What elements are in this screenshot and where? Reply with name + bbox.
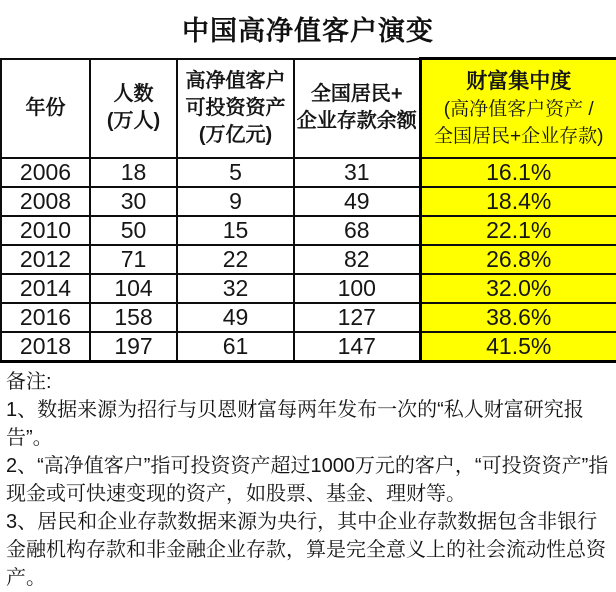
cell-concentration: 16.1% <box>420 158 616 187</box>
cell-assets: 15 <box>177 216 294 245</box>
cell-year: 2008 <box>1 187 90 216</box>
cell-assets: 61 <box>177 332 294 362</box>
cell-deposits: 49 <box>294 187 420 216</box>
header-line: 高净值客户 <box>178 68 293 95</box>
footnote-item: 1、数据来源为招行与贝恩财富每两年发布一次的“私人财富研究报告”。 <box>6 396 609 452</box>
header-line: 全国居民+企业存款) <box>422 123 616 150</box>
hnwi-evolution-table <box>0 57 616 363</box>
col-header-population <box>90 59 177 158</box>
header-line: (万人) <box>91 108 176 135</box>
page-title: 中国高净值客户演变 <box>0 0 616 57</box>
cell-assets: 22 <box>177 245 294 274</box>
footnote-item: 2、“高净值客户”指可投资资产超过1000万元的客户，“可投资资产”指现金或可快速变现的资产，如股票、基金、理财等。 <box>6 452 609 508</box>
cell-concentration: 18.4% <box>420 187 616 216</box>
cell-concentration: 26.8% <box>420 245 616 274</box>
cell-deposits: 31 <box>294 158 420 187</box>
cell-deposits: 82 <box>294 245 420 274</box>
cell-population: 50 <box>90 216 177 245</box>
footnote-item: 3、居民和企业存款数据来源为央行，其中企业存款数据包含非银行金融机构存款和非金融企业存款，算是完全意义上的社会流动性总资产。 <box>6 508 609 592</box>
cell-deposits: 68 <box>294 216 420 245</box>
header-line: 财富集中度 <box>422 68 616 96</box>
table-header-row <box>1 59 616 158</box>
col-header-national-deposits <box>294 59 420 158</box>
header-line: 企业存款余额 <box>295 108 419 135</box>
cell-population: 30 <box>90 187 177 216</box>
cell-year: 2010 <box>1 216 90 245</box>
cell-concentration: 41.5% <box>420 332 616 362</box>
cell-year: 2014 <box>1 274 90 303</box>
col-header-year <box>1 59 90 158</box>
col-header-investable-assets <box>177 59 294 158</box>
cell-year: 2018 <box>1 332 90 362</box>
col-header-wealth-concentration <box>420 59 616 158</box>
header-line: (高净值客户资产 / <box>422 96 616 123</box>
footnotes-label: 备注: <box>6 368 609 396</box>
header-line: 可投资资产 <box>178 95 293 122</box>
cell-population: 158 <box>90 303 177 332</box>
cell-year: 2016 <box>1 303 90 332</box>
cell-deposits: 100 <box>294 274 420 303</box>
table-row <box>1 216 616 245</box>
cell-assets: 9 <box>177 187 294 216</box>
cell-concentration: 32.0% <box>420 274 616 303</box>
header-line: 全国居民+ <box>295 81 419 108</box>
cell-year: 2006 <box>1 158 90 187</box>
header-line: (万亿元) <box>178 122 293 149</box>
table-row <box>1 245 616 274</box>
table-row <box>1 158 616 187</box>
cell-assets: 32 <box>177 274 294 303</box>
cell-population: 104 <box>90 274 177 303</box>
cell-concentration: 22.1% <box>420 216 616 245</box>
table-row <box>1 303 616 332</box>
cell-population: 71 <box>90 245 177 274</box>
header-line: 年份 <box>2 95 89 122</box>
footnotes <box>0 363 616 592</box>
header-line: 人数 <box>91 81 176 108</box>
table-row <box>1 332 616 362</box>
table-row <box>1 274 616 303</box>
table-row <box>1 187 616 216</box>
cell-population: 197 <box>90 332 177 362</box>
cell-deposits: 147 <box>294 332 420 362</box>
cell-population: 18 <box>90 158 177 187</box>
cell-deposits: 127 <box>294 303 420 332</box>
cell-year: 2012 <box>1 245 90 274</box>
cell-assets: 5 <box>177 158 294 187</box>
cell-concentration: 38.6% <box>420 303 616 332</box>
cell-assets: 49 <box>177 303 294 332</box>
